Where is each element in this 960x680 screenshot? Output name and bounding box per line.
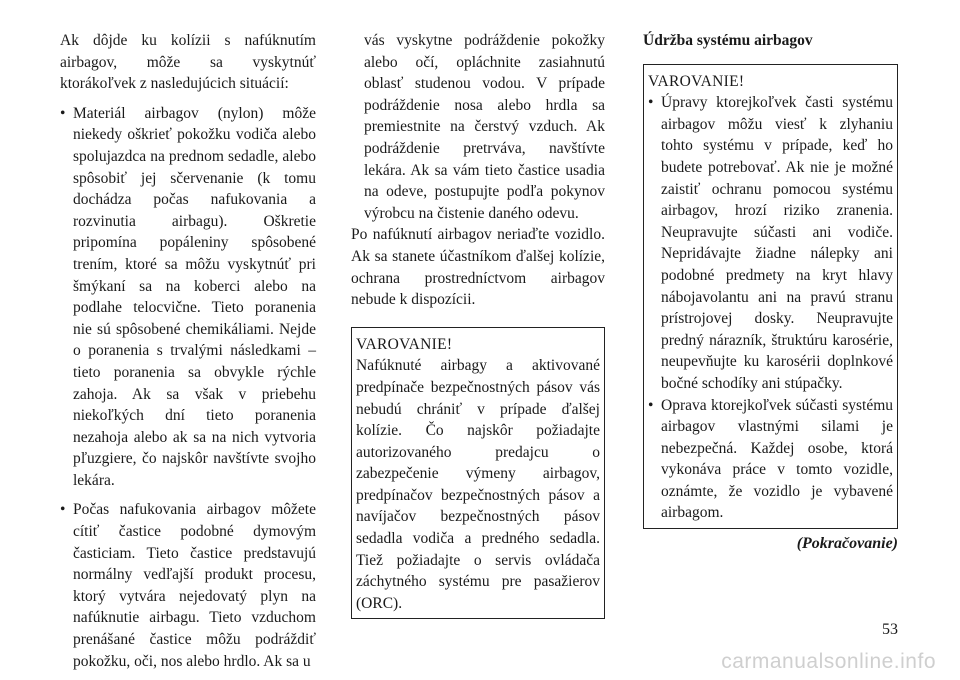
warning-box	[643, 64, 898, 529]
left-column	[60, 30, 316, 680]
intro-paragraph: Ak dôjde ku kolízii s nafúknutím airbagov, môže sa vyskytnúť ktorákoľvek z nasledujúcich situácií:	[60, 32, 316, 93]
list-item-text: Materiál airbagov (nylon) môže niekedy oškrieť pokožku vodiča alebo spolujazdca na prednom sedadle, alebo spôsobiť jej sčervenanie (k tomu dochádza počas nafukovania a rozvinutia airbagu). Oškretie pripomína popáleniny spôsobené trením, ktoré sa môžu vyskytnúť pri šmýkaní sa na koberci alebo na podlahe telocvične. Tieto poranenia nie sú spôsobené chemikáliami. Nejde o poranenia s trvalými následkami – tieto poranenia sa obvykle rýchle zahoja. Ak sa však v priebehu niekoľkých dní tieto poranenia nezahoja alebo ak sa na nich vytvoria pľuzgiere, čo najskôr navštívte svojho lekára.	[73, 104, 316, 489]
warning-title: VAROVANIE!	[648, 72, 745, 90]
right-column	[643, 30, 898, 555]
list-item-text: Počas nafukovania airbagov môžete cítiť častice podobné dymovým časticiam. Tieto častice predstavujú normálny vedľajší produkt procesu, ktorý vytvára nejedovatý plyn na nafúknutie airbagu. Tieto vzduchom prenášané častice môžu podráždiť pokožku, oči, nos alebo hrdlo. Ak sa u	[73, 501, 316, 670]
continued-note: (Pokračovanie)	[796, 535, 898, 553]
bullet-icon: •	[648, 396, 654, 414]
continued-bullet-text: vás vyskytne podráždenie pokožky alebo očí, opláchnite zasiahnutú oblasť studenou vodou. V prípade podráždenie nosa alebo hrdla sa premiestnite na čerstvý vzduch. Ak podráždenie pretrváva, navštívte lekára. Ak sa vám tieto častice usadia na odeve, postupujte podľa pokynov výrobcu na čistenie daného odevu.	[364, 32, 605, 222]
list-item	[648, 92, 893, 394]
list-item-text: Úpravy ktorejkoľvek časti systému airbagov môžu viesť k zlyhaniu tohto systému v prípade, keď ho budete potrebovať. Ak nie je možné zaistiť ochranu pomocou systému airbagov, hrozí riziko zranenia. Neupravujte súčasti ani vodiče. Nepridávajte žiadne nálepky ani podobné predmety na kryt hlavy nábojavolantu ani na pravú stranu prístrojovej dosky. Neupravujte predný nárazník, štruktúru karosérie, neupevňujte ku karosérii doplnkové bočné schodíky ani stúpačky.	[661, 94, 893, 392]
body-paragraph: Po nafúknutí airbagov neriaďte vozidlo. Ak sa stanete účastníkom ďalšej kolízie, ochrana prostredníctvom airbagov nebude k dispozícii.	[351, 226, 605, 309]
watermark: carmanualsonline.info	[721, 650, 936, 673]
list-item	[60, 499, 316, 672]
list-item	[60, 103, 316, 492]
section-heading: Údržba systému airbagov	[643, 32, 813, 49]
warning-text: Nafúknuté airbagy a aktivované predpínače bezpečnostných pásov vás nebudú chrániť v prípade ďalšej kolízie. Čo najskôr požiadajte autorizovaného predajcu o zabezpečenie výmeny airbagov, predpínačov bezpečnostných pásov a navíjačov bezpečnostných pásov sedadla vodiča a predného sedadla. Tiež požiadajte o servis ovládača záchytného systému pre pasažierov (ORC).	[356, 357, 600, 612]
bullet-icon: •	[60, 501, 66, 519]
bullet-icon: •	[60, 104, 66, 122]
bullet-icon: •	[648, 94, 654, 112]
middle-column	[351, 30, 605, 619]
list-item-text: Oprava ktorejkoľvek súčasti systému airbagov vlastnými silami je nebezpečná. Každej osobe, ktorá vykonáva práce v tomto vozidle, oznámte, že vozidlo je vybavené airbagom.	[661, 396, 893, 522]
page-number: 53	[882, 621, 898, 638]
warning-box	[351, 327, 605, 620]
warning-title: VAROVANIE!	[356, 335, 453, 353]
list-item	[648, 395, 893, 525]
